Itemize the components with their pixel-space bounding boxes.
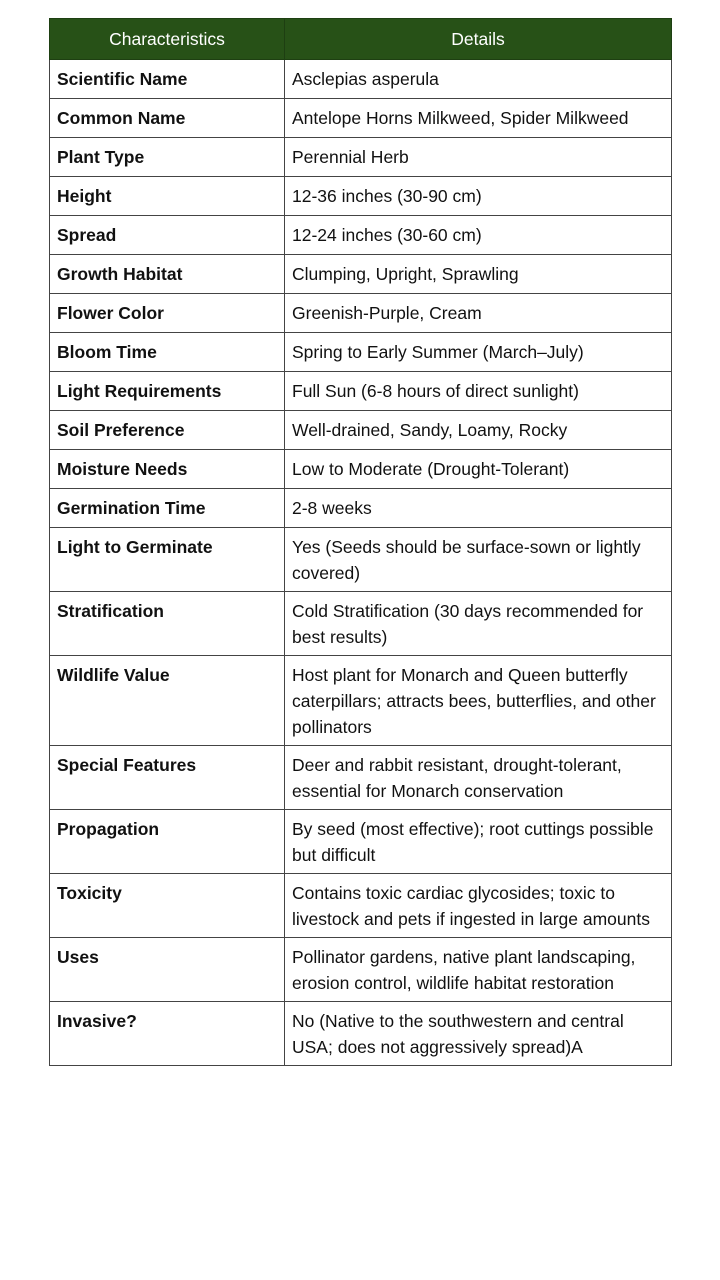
table-row — [50, 746, 672, 810]
table-row — [50, 810, 672, 874]
row-value: Cold Stratification (30 days recommended for best results) — [285, 592, 672, 656]
row-value: Greenish-Purple, Cream — [285, 294, 672, 333]
row-label: Wildlife Value — [50, 656, 285, 746]
row-value: Full Sun (6-8 hours of direct sunlight) — [285, 372, 672, 411]
table-row — [50, 372, 672, 411]
table-row — [50, 411, 672, 450]
table-row — [50, 138, 672, 177]
row-label: Bloom Time — [50, 333, 285, 372]
table-row — [50, 450, 672, 489]
row-value: Asclepias asperula — [285, 60, 672, 99]
row-label: Growth Habitat — [50, 255, 285, 294]
table-row — [50, 255, 672, 294]
table-row — [50, 938, 672, 1002]
row-label: Invasive? — [50, 1002, 285, 1066]
row-value: No (Native to the southwestern and central USA; does not aggressively spread)A — [285, 1002, 672, 1066]
row-value: Yes (Seeds should be surface-sown or lightly covered) — [285, 528, 672, 592]
table-row — [50, 333, 672, 372]
table-row — [50, 656, 672, 746]
row-label: Uses — [50, 938, 285, 1002]
header-details: Details — [285, 19, 672, 60]
header-row — [50, 19, 672, 60]
table-body — [50, 60, 672, 1066]
row-value: Well-drained, Sandy, Loamy, Rocky — [285, 411, 672, 450]
row-label: Germination Time — [50, 489, 285, 528]
row-label: Toxicity — [50, 874, 285, 938]
table-row — [50, 592, 672, 656]
table-row — [50, 216, 672, 255]
row-label: Special Features — [50, 746, 285, 810]
table-row — [50, 528, 672, 592]
row-value: Antelope Horns Milkweed, Spider Milkweed — [285, 99, 672, 138]
row-label: Stratification — [50, 592, 285, 656]
header-characteristics: Characteristics — [50, 19, 285, 60]
row-value: Pollinator gardens, native plant landscaping, erosion control, wildlife habitat restoration — [285, 938, 672, 1002]
row-label: Height — [50, 177, 285, 216]
row-label: Common Name — [50, 99, 285, 138]
table-row — [50, 294, 672, 333]
row-label: Moisture Needs — [50, 450, 285, 489]
row-label: Plant Type — [50, 138, 285, 177]
table-row — [50, 489, 672, 528]
table-row — [50, 874, 672, 938]
table-row — [50, 99, 672, 138]
table-row — [50, 60, 672, 99]
row-value: 2-8 weeks — [285, 489, 672, 528]
table-header — [50, 19, 672, 60]
row-value: Low to Moderate (Drought-Tolerant) — [285, 450, 672, 489]
row-label: Propagation — [50, 810, 285, 874]
row-value: Spring to Early Summer (March–July) — [285, 333, 672, 372]
table-row — [50, 177, 672, 216]
row-label: Light to Germinate — [50, 528, 285, 592]
row-value: 12-36 inches (30-90 cm) — [285, 177, 672, 216]
plant-characteristics-table — [49, 18, 672, 1066]
row-value: 12-24 inches (30-60 cm) — [285, 216, 672, 255]
row-value: Perennial Herb — [285, 138, 672, 177]
row-value: By seed (most effective); root cuttings possible but difficult — [285, 810, 672, 874]
table-row — [50, 1002, 672, 1066]
row-value: Contains toxic cardiac glycosides; toxic to livestock and pets if ingested in large amounts — [285, 874, 672, 938]
row-label: Flower Color — [50, 294, 285, 333]
row-value: Clumping, Upright, Sprawling — [285, 255, 672, 294]
row-label: Light Requirements — [50, 372, 285, 411]
row-label: Spread — [50, 216, 285, 255]
row-label: Scientific Name — [50, 60, 285, 99]
row-label: Soil Preference — [50, 411, 285, 450]
row-value: Deer and rabbit resistant, drought-tolerant, essential for Monarch conservation — [285, 746, 672, 810]
row-value: Host plant for Monarch and Queen butterfly caterpillars; attracts bees, butterflies, and other pollinators — [285, 656, 672, 746]
